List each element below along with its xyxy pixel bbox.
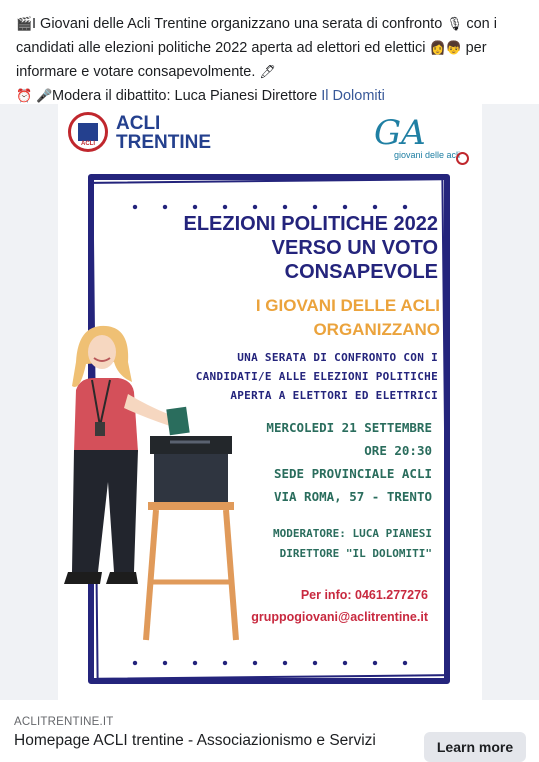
acli-mini-icon [456, 152, 469, 165]
ga-subtitle: giovani delle acli [394, 150, 461, 160]
title-line: ELEZIONI POLITICHE 2022 [183, 213, 438, 235]
info-email: gruppogiovani@aclitrentine.it [251, 610, 428, 624]
face-icon: 👦 [445, 40, 462, 55]
title-line: VERSO UN VOTO [271, 237, 438, 259]
acli-badge-text: ACLI [81, 141, 95, 147]
mod-line: MODERATORE: LUCA PIANESI [273, 527, 432, 540]
desc-line: CANDIDATI/E ALLE ELEZIONI POLITICHE [195, 370, 438, 383]
post-line1-text: I Giovani delle Acli Trentine organizzano una serata di confronto [32, 16, 443, 32]
acli-name-line2: TRENTINE [116, 132, 211, 153]
face-icon: 👩 [429, 40, 446, 55]
link-domain: ACLITRENTINE.IT [14, 716, 114, 728]
post-line3-text: Modera il dibattito: Luca Pianesi Direttore [52, 88, 318, 104]
when-line: SEDE PROVINCIALE ACLI [273, 466, 432, 481]
post-line2-text: per informare e votare consapevolmente. [16, 40, 487, 80]
poster-title [168, 212, 438, 284]
subtitle-line: I GIOVANI DELLE ACLI [255, 296, 440, 315]
dotted-line-bottom [120, 660, 420, 666]
alarm-clock-icon: ⏰ [16, 88, 33, 103]
desc-line: APERTA A ELETTORI ED ELETTRICI [230, 389, 438, 402]
subtitle-line: ORGANIZZANO [313, 320, 440, 339]
event-poster [58, 104, 482, 700]
when-line: MERCOLEDI 21 SETTEMBRE [266, 420, 432, 435]
title-line: CONSAPEVOLE [284, 261, 438, 283]
voter-illustration-icon [58, 322, 258, 642]
desc-line: UNA SERATA DI CONFRONTO CON I [237, 351, 438, 364]
ga-letters: GA [374, 113, 426, 153]
post-paragraph-1 [16, 12, 531, 84]
poster-contact [228, 584, 428, 628]
microphone-icon: 🎤 [36, 88, 53, 103]
info-phone: Per info: 0461.277276 [300, 588, 428, 602]
link-title[interactable]: Homepage ACLI trentine - Associazionismo e Servizi [14, 732, 376, 749]
mod-line: DIRETTORE "IL DOLOMITI" [279, 547, 432, 560]
acli-badge-icon [68, 112, 108, 152]
learn-more-button[interactable]: Learn more [424, 732, 526, 762]
post-image[interactable] [0, 104, 539, 700]
clapper-icon: 🎬 [16, 16, 33, 31]
post-text [16, 12, 531, 108]
when-line: VIA ROMA, 57 - TRENTO [273, 489, 432, 504]
link-preview[interactable] [0, 700, 539, 755]
giovani-acli-logo [374, 113, 461, 160]
microphone-icon: 🎙 [446, 16, 463, 31]
dotted-line-top [120, 204, 420, 210]
acli-name [116, 114, 211, 152]
pen-icon: 🖊 [259, 64, 276, 79]
il-dolomiti-link[interactable]: Il Dolomiti [321, 88, 385, 104]
post-line1-tail: con i candidati alle elezioni politiche 2022 aperta ad elettori ed elettici [16, 16, 497, 56]
acli-name-line1: ACLI [116, 113, 161, 134]
when-line: ORE 20:30 [364, 443, 432, 458]
